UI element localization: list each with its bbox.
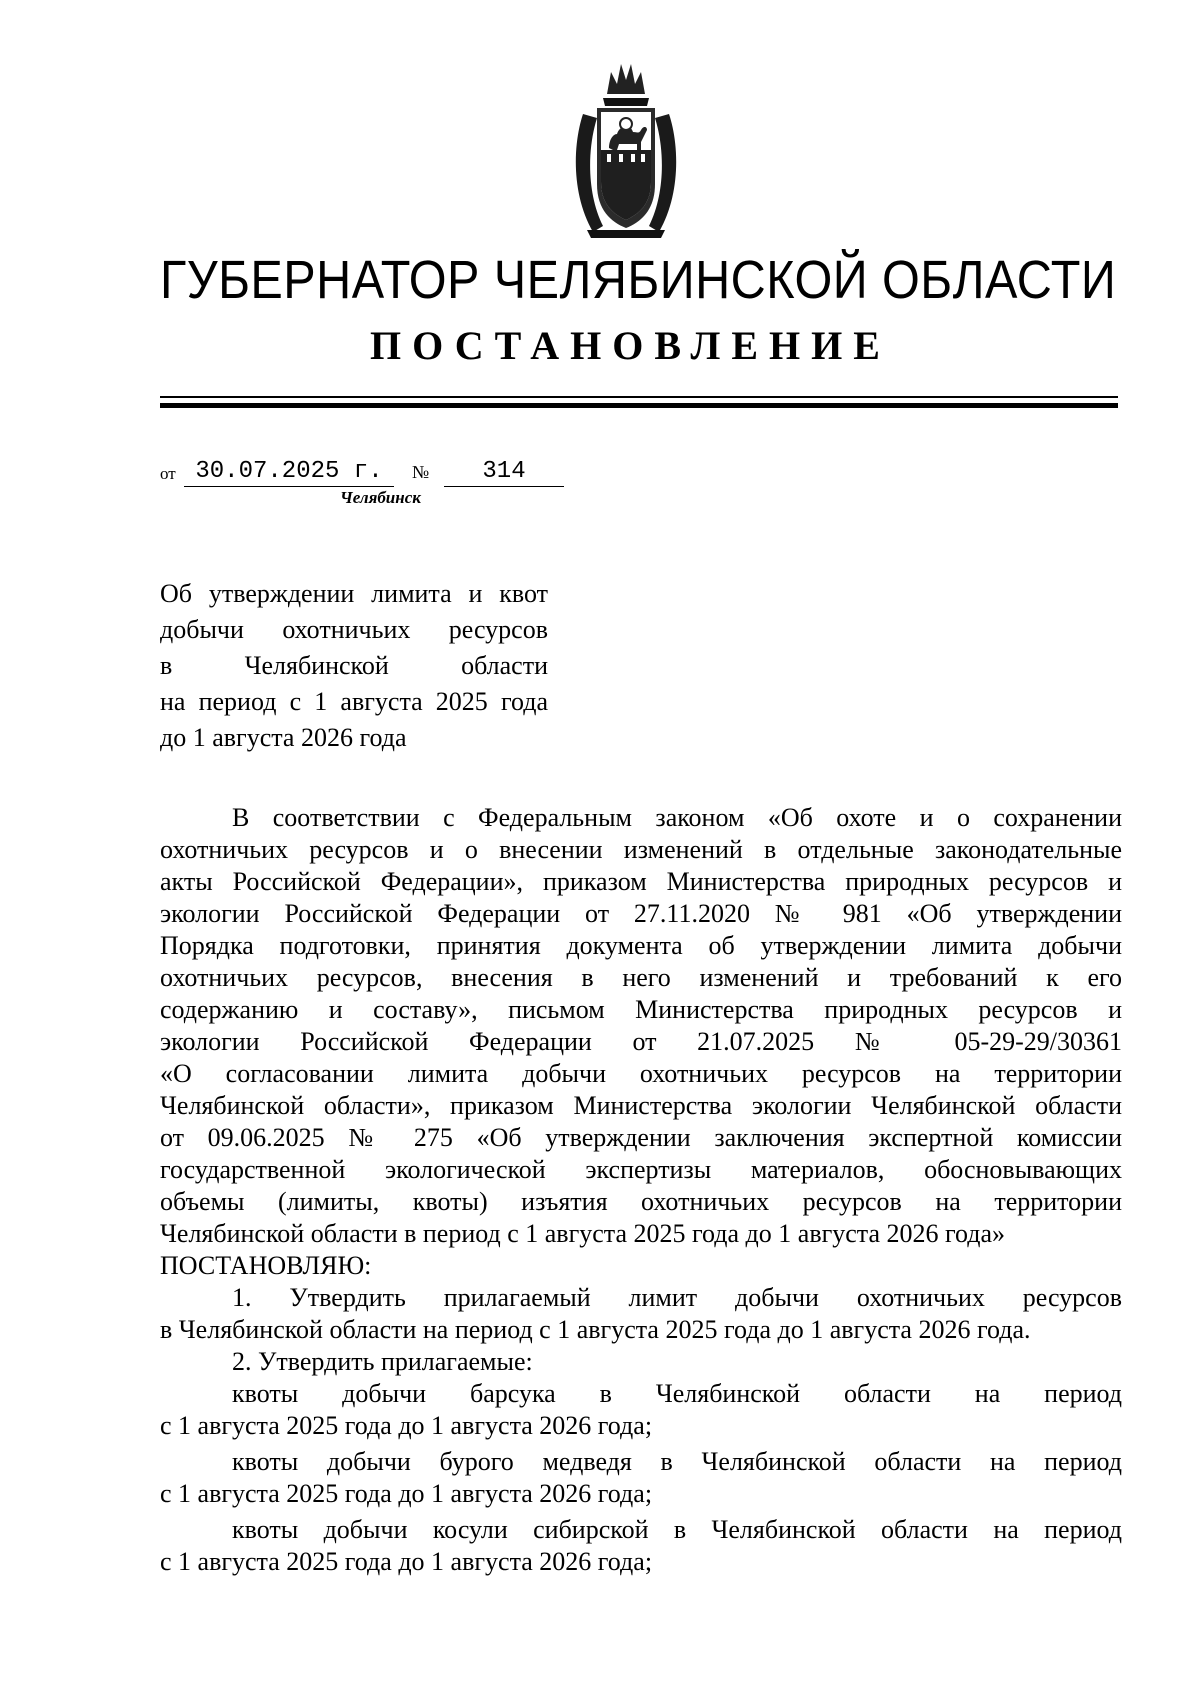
number-label: № bbox=[412, 462, 430, 482]
body-line: В соответствии с Федеральным законом «Об охоте и о сохранении bbox=[232, 803, 1122, 832]
body-line: «О согласовании лимита добычи охотничьих ресурсов на территории bbox=[160, 1059, 1122, 1088]
subject-line: на период с 1 августа 2025 года bbox=[160, 687, 548, 716]
body-line: квоты добычи косули сибирской в Челябинской области на период bbox=[232, 1515, 1122, 1544]
chelyabinsk-coat-of-arms-icon bbox=[563, 54, 689, 240]
subject-line: добычи охотничьих ресурсов bbox=[160, 615, 548, 644]
body-line: с 1 августа 2025 года до 1 августа 2026 года; bbox=[160, 1547, 653, 1576]
body-line: объемы (лимиты, квоты) изъятия охотничьих ресурсов на территории bbox=[160, 1187, 1122, 1216]
body-line: квоты добычи бурого медведя в Челябинской области на период bbox=[232, 1447, 1122, 1476]
body-line: государственной экологической экспертизы материалов, обосновывающих bbox=[160, 1155, 1122, 1184]
document-number: 314 bbox=[444, 458, 564, 487]
body-line: акты Российской Федерации», приказом Министерства природных ресурсов и bbox=[160, 867, 1122, 896]
body-line: охотничьих ресурсов, внесения в него изменений и требований к его bbox=[160, 963, 1122, 992]
body-line: с 1 августа 2025 года до 1 августа 2026 года; bbox=[160, 1411, 653, 1440]
subject-line: Об утверждении лимита и квот bbox=[160, 579, 548, 608]
body-line: в Челябинской области на период с 1 августа 2025 года до 1 августа 2026 года. bbox=[160, 1315, 1031, 1344]
subject-line: в Челябинской области bbox=[160, 651, 548, 680]
body-line: содержанию и составу», письмом Министерства природных ресурсов и bbox=[160, 995, 1122, 1024]
body-line: Порядка подготовки, принятия документа об утверждении лимита добычи bbox=[160, 931, 1122, 960]
body-line: 2. Утвердить прилагаемые: bbox=[232, 1347, 533, 1376]
body-line: Челябинской области», приказом Министерства экологии Челябинской области bbox=[160, 1091, 1122, 1120]
header-divider-thin bbox=[160, 396, 1118, 398]
authority-title: ГУБЕРНАТОР ЧЕЛЯБИНСКОЙ ОБЛАСТИ bbox=[160, 250, 1117, 310]
document-type: ПОСТАНОВЛЕНИЕ bbox=[370, 323, 891, 368]
document-requisites bbox=[160, 458, 600, 488]
body-line: экологии Российской Федерации от 27.11.2020 № 981 «Об утверждении bbox=[160, 899, 1122, 928]
body-line: экологии Российской Федерации от 21.07.2025 № 05-29-29/30361 bbox=[160, 1027, 1122, 1056]
city-label: Челябинск bbox=[340, 488, 421, 507]
document-body bbox=[160, 802, 1122, 1578]
document-date: 30.07.2025 г. bbox=[184, 458, 394, 487]
body-line: 1. Утвердить прилагаемый лимит добычи охотничьих ресурсов bbox=[232, 1283, 1122, 1312]
body-line: Челябинской области в период с 1 августа 2025 года до 1 августа 2026 года» bbox=[160, 1219, 1006, 1248]
from-label: от bbox=[160, 464, 176, 483]
body-line: охотничьих ресурсов и о внесении изменений в отдельные законодательные bbox=[160, 835, 1122, 864]
resolution-word: ПОСТАНОВЛЯЮ: bbox=[160, 1251, 372, 1280]
body-line: квоты добычи барсука в Челябинской области на период bbox=[232, 1379, 1122, 1408]
document-subject bbox=[160, 576, 548, 756]
body-line: от 09.06.2025 № 275 «Об утверждении заключения экспертной комиссии bbox=[160, 1123, 1122, 1152]
body-line: с 1 августа 2025 года до 1 августа 2026 года; bbox=[160, 1479, 653, 1508]
subject-line: до 1 августа 2026 года bbox=[160, 723, 407, 752]
header-divider-thick bbox=[160, 403, 1118, 408]
